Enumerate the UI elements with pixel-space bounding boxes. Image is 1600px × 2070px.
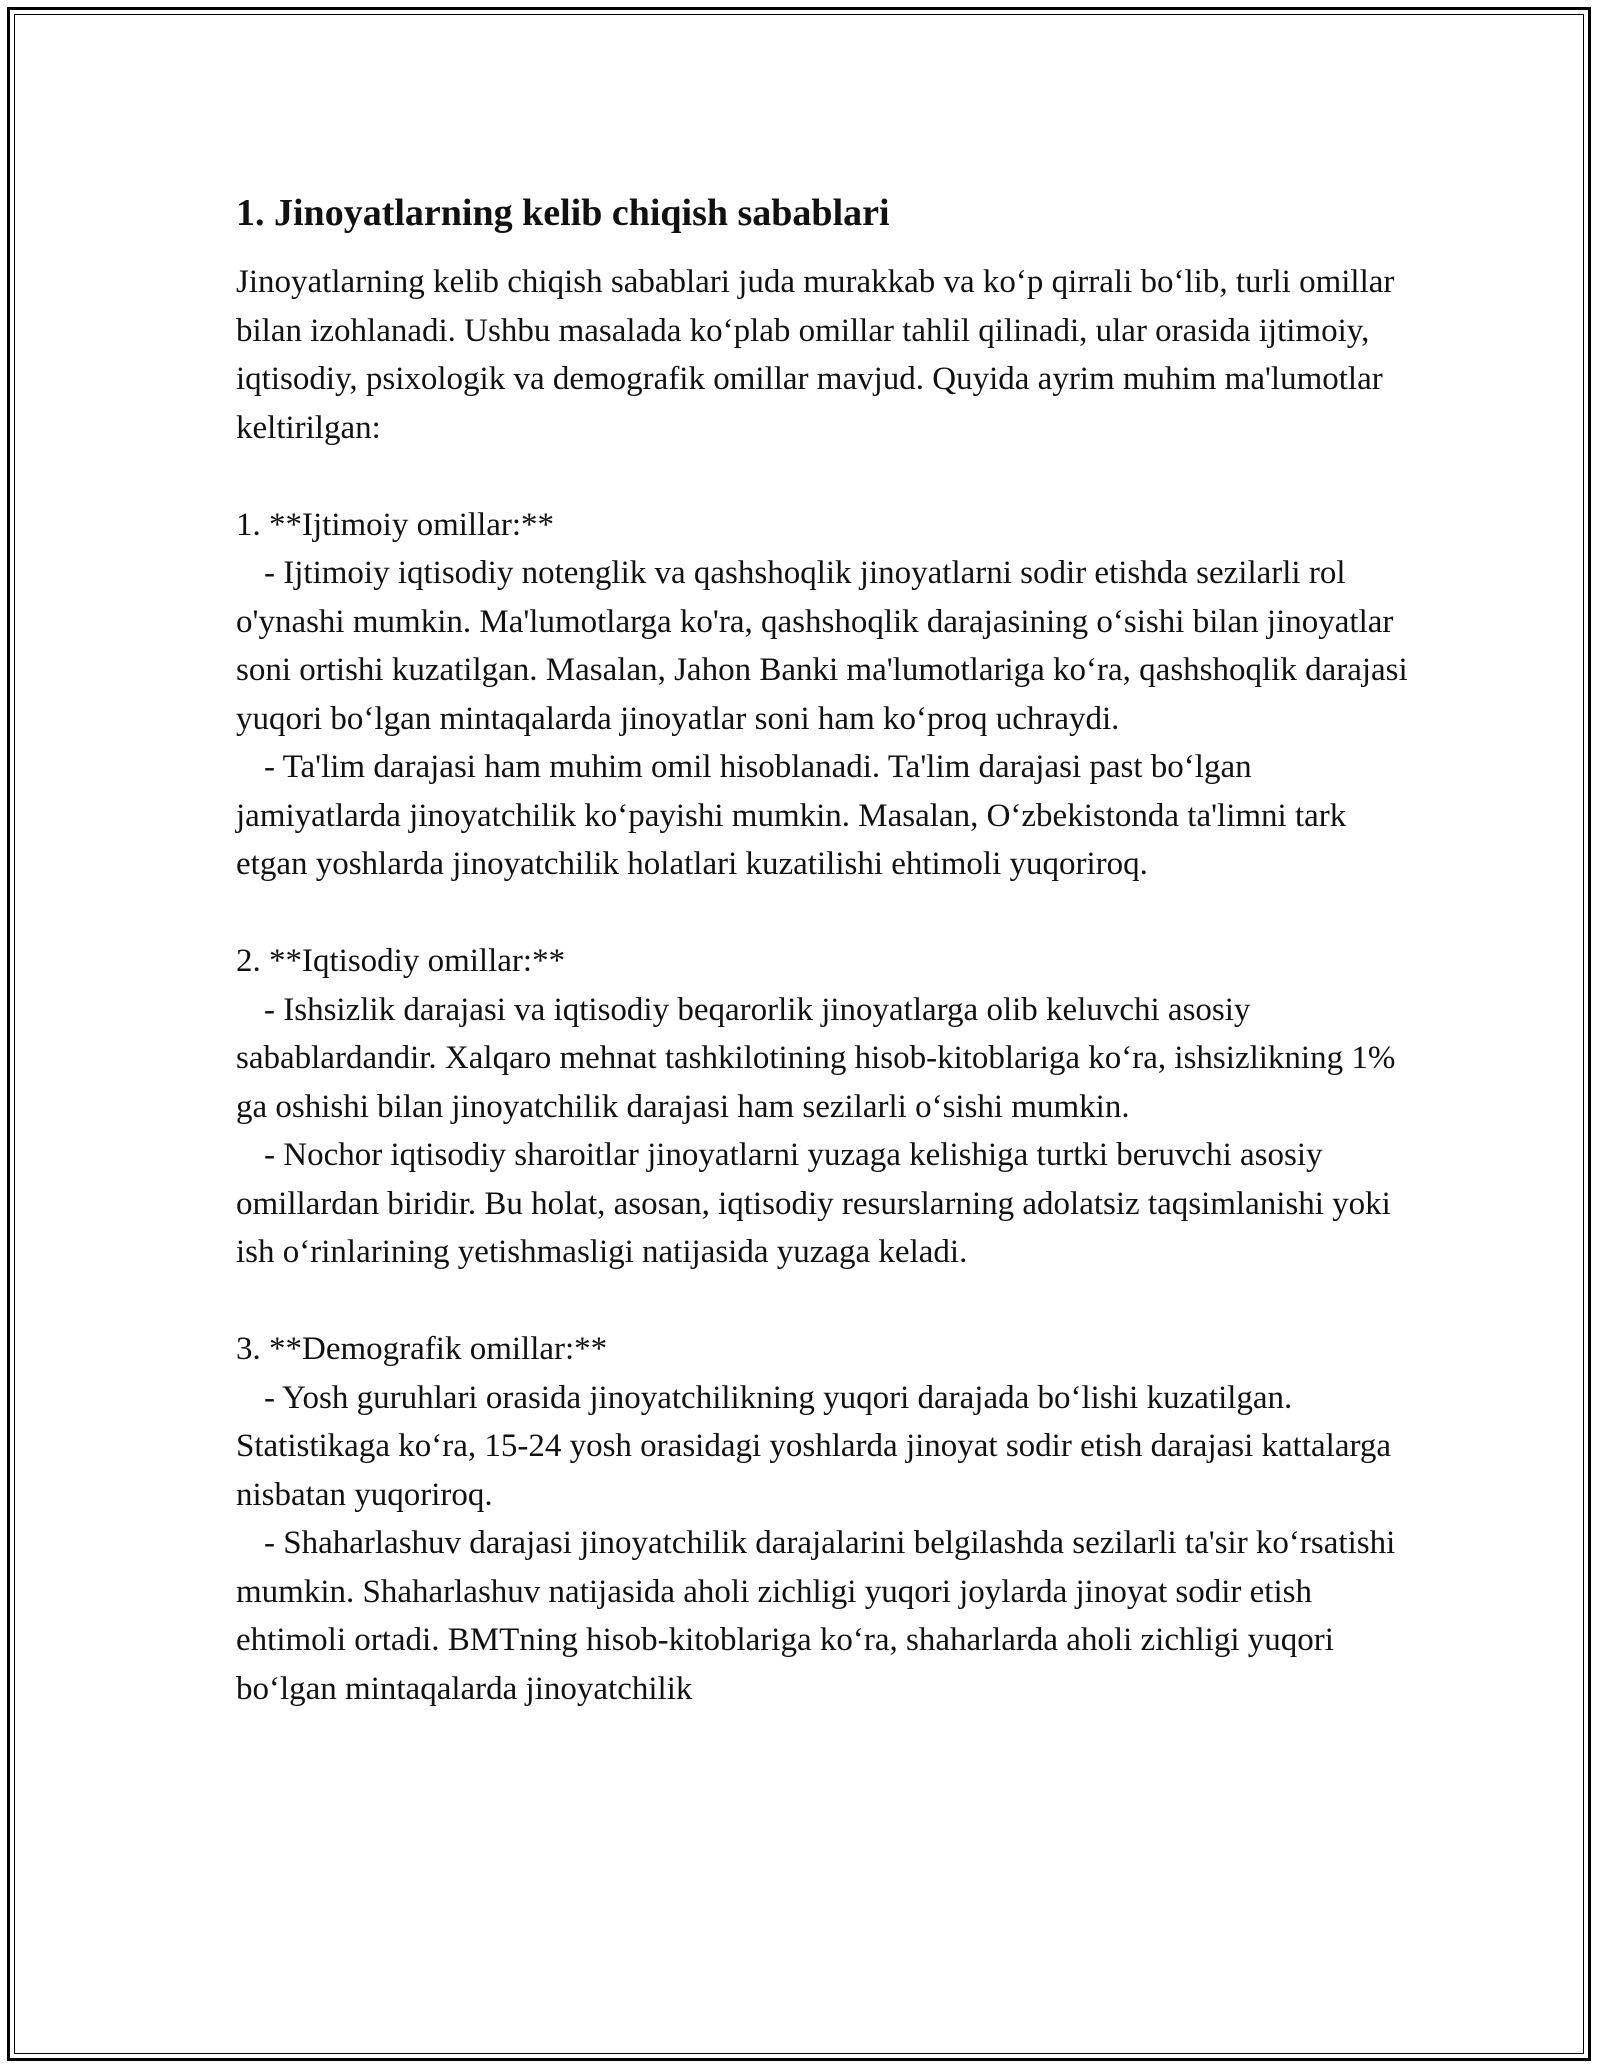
bullet-demographic-urbanization: - Shaharlashuv darajasi jinoyatchilik darajalarini belgilashda sezilarli ta'sir ko‘rsatishi mumkin. Shaharlashuv natijasida aholi zichligi yuqori joylarda jinoyat sodir etish ehtimoli ortadi. BMTning hisob-kitoblariga ko‘ra, shaharlarda aholi zichligi yuqori bo‘lgan mintaqalarda jinoyatchilik	[236, 1525, 1396, 1707]
bullet-economic-conditions: - Nochor iqtisodiy sharoitlar jinoyatlarni yuzaga kelishiga turtki beruvchi asosiy omillardan biridir. Bu holat, asosan, iqtisodiy resurslarning adolatsiz taqsimlanishi yoki ish o‘rinlarining yetishmasligi natijasida yuzaga keladi.	[236, 1137, 1391, 1270]
section-social-factors	[236, 501, 1416, 889]
section-demographic-factors	[236, 1325, 1416, 1713]
bullet-social-education: - Ta'lim darajasi ham muhim omil hisoblanadi. Ta'lim darajasi past bo‘lgan jamiyatlarda jinoyatchilik ko‘payishi mumkin. Masalan, O‘zbekistonda ta'limni tark etgan yoshlarda jinoyatchilik holatlari kuzatilishi ehtimoli yuqoriroq.	[236, 749, 1347, 882]
section-title-demographic: 3. **Demografik omillar:**	[236, 1331, 608, 1367]
document-body	[236, 186, 1416, 1713]
intro-paragraph: Jinoyatlarning kelib chiqish sabablari juda murakkab va ko‘p qirrali bo‘lib, turli omillar bilan izohlanadi. Ushbu masalada ko‘plab omillar tahlil qilinadi, ular orasida ijtimoiy, iqtisodiy, psixologik va demografik omillar mavjud. Quyida ayrim muhim ma'lumotlar keltirilgan:	[236, 264, 1395, 446]
bullet-demographic-youth: - Yosh guruhlari orasida jinoyatchilikning yuqori darajada bo‘lishi kuzatilgan. Statistikaga ko‘ra, 15-24 yosh orasidagi yoshlarda jinoyat sodir etish darajasi kattalarga nisbatan yuqoriroq.	[236, 1379, 1392, 1513]
section-economic-factors	[236, 937, 1416, 1277]
section-title-economic: 2. **Iqtisodiy omillar:**	[236, 943, 566, 979]
section-heading: 1. Jinoyatlarning kelib chiqish sabablari	[236, 192, 890, 234]
section-title-social: 1. **Ijtimoiy omillar:**	[236, 506, 555, 543]
bullet-social-inequality: - Ijtimoiy iqtisodiy notenglik va qashshoqlik jinoyatlarni sodir etishda sezilarli rol o'ynashi mumkin. Ma'lumotlarga ko'ra, qashshoqlik darajasining o‘sishi bilan jinoyatlar soni ortishi kuzatilgan. Masalan, Jahon Banki ma'lumotlariga ko‘ra, qashshoqlik darajasi yuqori bo‘lgan mintaqalarda jinoyatlar soni ham ko‘proq uchraydi.	[236, 555, 1408, 737]
bullet-economic-unemployment: - Ishsizlik darajasi va iqtisodiy beqarorlik jinoyatlarga olib keluvchi asosiy sabablardandir. Xalqaro mehnat tashkilotining hisob-kitoblariga ko‘ra, ishsizlikning 1% ga oshishi bilan jinoyatchilik darajasi ham sezilarli o‘sishi mumkin.	[236, 991, 1396, 1125]
